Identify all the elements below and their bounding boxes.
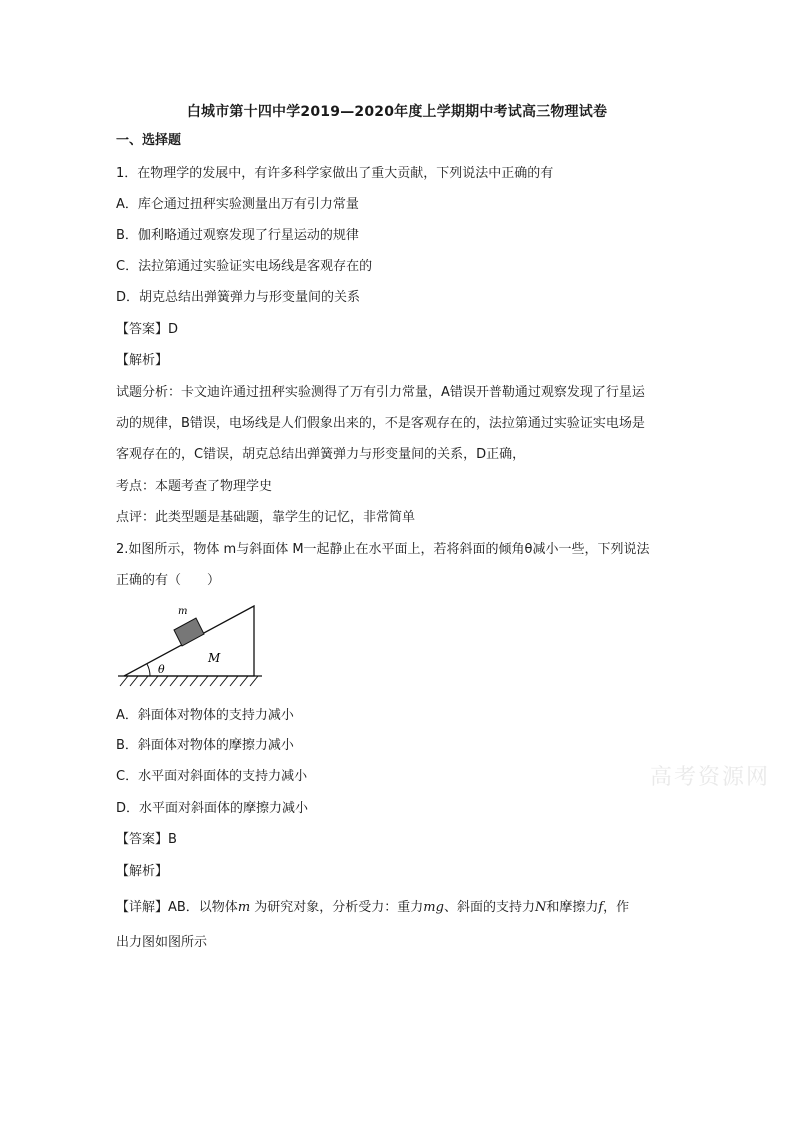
question-1-option-a: A．库仑通过扭秤实验测量出万有引力常量 bbox=[116, 197, 359, 212]
question-2-option-c: C．水平面对斜面体的支持力减小 bbox=[116, 769, 308, 784]
question-2-detail-line-1 bbox=[116, 898, 686, 918]
page-title: 白城市第十四中学2019—2020年度上学期期中考试高三物理试卷 bbox=[186, 104, 608, 120]
incline-diagram bbox=[116, 600, 266, 692]
section-heading: 一、选择题 bbox=[116, 133, 182, 148]
question-1-option-c: C．法拉第通过实验证实电场线是客观存在的 bbox=[116, 259, 373, 274]
ground-hatching bbox=[120, 676, 258, 686]
question-1-kaodian: 考点：本题考查了物理学史 bbox=[116, 479, 273, 494]
detail-mid-2: 、斜面的支持力 bbox=[443, 900, 535, 915]
question-1-answer: 【答案】D bbox=[116, 322, 179, 337]
symbol-N: N bbox=[534, 900, 547, 915]
symbol-m: m bbox=[237, 900, 251, 915]
question-1-analysis-line-2: 动的规律，B错误，电场线是人们假象出来的，不是客观存在的，法拉第通过实验证实电场是 bbox=[116, 416, 645, 431]
block-m bbox=[174, 618, 204, 646]
label-m: m bbox=[178, 606, 188, 617]
angle-arc bbox=[147, 664, 150, 676]
watermark: 高考资源网 bbox=[650, 765, 771, 790]
question-1-stem: 1．在物理学的发展中，有许多科学家做出了重大贡献，下列说法中正确的有 bbox=[116, 166, 554, 181]
question-2-stem-line-1: 2.如图所示，物体 m与斜面体 M一起静止在水平面上，若将斜面的倾角θ减小一些，下列说法 bbox=[116, 542, 650, 557]
label-M: M bbox=[208, 651, 221, 665]
detail-mid-3: 和摩擦力 bbox=[546, 900, 599, 915]
label-theta: θ bbox=[158, 663, 165, 676]
detail-prefix: 【详解】AB．以物体 bbox=[116, 900, 238, 915]
question-1-analysis-line-3: 客观存在的，C错误，胡克总结出弹簧弹力与形变量间的关系，D正确， bbox=[116, 447, 526, 462]
question-2-option-d: D．水平面对斜面体的摩擦力减小 bbox=[116, 801, 309, 816]
detail-suffix: ，作 bbox=[603, 900, 630, 915]
question-1-analysis-title: 【解析】 bbox=[116, 353, 169, 368]
question-2-analysis-title: 【解析】 bbox=[116, 864, 169, 879]
question-2-option-a: A．斜面体对物体的支持力减小 bbox=[116, 708, 294, 723]
question-1-dianping: 点评：此类型题是基础题，靠学生的记忆，非常简单 bbox=[116, 510, 416, 525]
detail-mid-1: 为研究对象，分析受力：重力 bbox=[250, 900, 424, 915]
question-1-option-b: B．伽利略通过观察发现了行星运动的规律 bbox=[116, 228, 359, 243]
symbol-f: f bbox=[598, 900, 604, 915]
question-2-option-b: B．斜面体对物体的摩擦力减小 bbox=[116, 738, 294, 753]
question-1-analysis-line-1: 试题分析：卡文迪许通过扭秤实验测得了万有引力常量，A错误开普勒通过观察发现了行星运 bbox=[116, 385, 645, 400]
question-1-option-d: D．胡克总结出弹簧弹力与形变量间的关系 bbox=[116, 290, 361, 305]
question-2-answer: 【答案】B bbox=[116, 832, 177, 847]
symbol-mg: mg bbox=[423, 900, 444, 915]
question-2-stem-line-2: 正确的有（ ） bbox=[116, 573, 221, 588]
question-2-detail-line-2: 出力图如图所示 bbox=[116, 935, 208, 950]
